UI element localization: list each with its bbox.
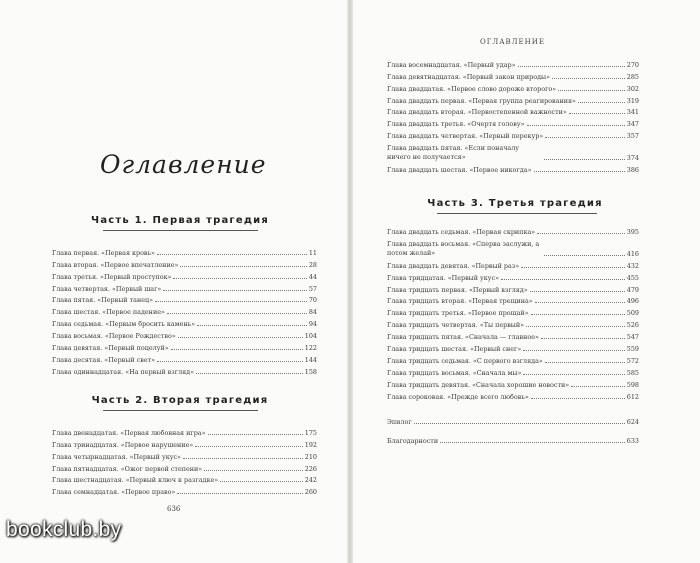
toc-entry-title: Глава тридцать третья. «Первое прощай»	[387, 309, 529, 318]
leader-dots	[527, 125, 625, 126]
leader-dots	[173, 278, 306, 279]
toc-entry-page: 547	[626, 333, 639, 342]
toc-entry-page: 612	[626, 392, 639, 401]
toc-entry	[387, 69, 639, 81]
toc-entry	[52, 484, 317, 496]
toc-title: Оглавление	[100, 150, 267, 179]
toc-entry-page: 84	[308, 308, 317, 317]
back-matter-list	[387, 414, 639, 445]
leader-dots	[571, 386, 625, 387]
leader-dots	[531, 314, 625, 315]
toc-entry-page: 57	[308, 284, 317, 293]
leader-dots	[545, 362, 625, 363]
toc-entry-page: 319	[626, 96, 639, 105]
toc-entry	[387, 236, 639, 258]
leader-dots	[530, 291, 625, 292]
toc-entry	[52, 257, 317, 269]
leader-dots	[167, 313, 307, 314]
toc-entry-title: Глава пятнадцатая. «Ожог первой степени»	[52, 464, 203, 473]
leader-dots	[523, 374, 624, 375]
leader-dots	[569, 113, 625, 114]
toc-entry-title: Глава четвертая. «Первый шаг»	[52, 284, 162, 293]
toc-entry-page: 210	[304, 452, 317, 461]
leader-dots	[155, 301, 307, 302]
leader-dots	[552, 78, 625, 79]
toc-entry	[52, 316, 317, 328]
toc-entry-title: Глава двадцать шестая. «Первое никогда»	[387, 166, 532, 175]
toc-entry-page: 285	[626, 72, 639, 81]
toc-entry	[387, 116, 639, 128]
toc-entry-title: Глава двадцать четвертая. «Первый перекур»	[387, 132, 544, 141]
leader-dots	[157, 254, 307, 255]
page-number: 636	[167, 505, 181, 513]
toc-entry	[52, 449, 317, 461]
toc-entry-epilogue	[387, 414, 639, 426]
leader-dots	[521, 267, 625, 268]
leader-dots	[545, 137, 625, 138]
toc-entry-title: Глава тринадцатая. «Первое нарушение»	[52, 440, 194, 449]
part3-list	[387, 224, 639, 401]
toc-entry	[387, 258, 639, 270]
toc-entry-title: Глава тридцать четвертая. «Ты первый»	[387, 321, 525, 330]
toc-entry	[52, 340, 317, 352]
toc-entry-title: Глава девятая. «Первый поцелуй»	[52, 344, 169, 353]
part3-underline	[437, 213, 597, 214]
toc-entry	[52, 269, 317, 281]
toc-entry-page: 341	[626, 108, 639, 117]
part3-heading: Часть 3. Третья трагедия	[427, 198, 603, 209]
toc-entry-page: 526	[626, 321, 639, 330]
leader-dots	[177, 493, 302, 494]
toc-entry-title: Глава вторая. «Первое впечатление»	[52, 260, 179, 269]
toc-entry-page: 260	[304, 488, 317, 497]
leader-dots	[171, 349, 303, 350]
toc-entry-title: Эпилог	[387, 417, 412, 426]
leader-dots	[440, 442, 625, 443]
leader-dots	[195, 446, 303, 447]
toc-entry-page: 44	[308, 272, 317, 281]
leader-dots	[544, 255, 625, 256]
toc-entry-title: Глава тридцать седьмая. «С первого взгляда»	[387, 356, 543, 365]
leader-dots	[178, 337, 303, 338]
toc-entry-title: Глава тридцать первая. «Первый взгляд»	[387, 285, 528, 294]
leader-dots	[197, 325, 307, 326]
toc-entry-page: 395	[626, 227, 639, 236]
toc-entry	[387, 270, 639, 282]
toc-entry	[387, 389, 639, 401]
toc-entry-title: Глава двадцать третья. «Очертя голову»	[387, 120, 525, 129]
toc-entry-page: 104	[304, 332, 317, 341]
toc-entry	[52, 364, 317, 376]
toc-entry-title: Глава двадцать девятая. «Первый раз»	[387, 261, 520, 270]
leader-dots	[534, 171, 625, 172]
toc-entry-title: Глава тридцатая. «Первый укус»	[387, 273, 500, 282]
leader-dots	[208, 434, 303, 435]
toc-entry	[52, 293, 317, 305]
toc-entry-page: 302	[626, 84, 639, 93]
toc-entry-title: Глава двадцать первая. «Первая группа реагирования»	[387, 96, 576, 105]
toc-entry	[52, 352, 317, 364]
toc-entry-title: Глава двенадцатая. «Первая любовная игра»	[52, 428, 206, 437]
toc-entry-title: Глава двадцатая. «Первое слово дороже второго»	[387, 84, 557, 93]
toc-entry	[387, 57, 639, 69]
book-gutter	[347, 0, 353, 563]
toc-entry-title: Глава двадцать седьмая. «Первая скрипка»	[387, 227, 536, 236]
toc-entry-title: Глава десятая. «Первый свет»	[52, 355, 156, 364]
toc-entry	[52, 473, 317, 485]
running-head: ОГЛАВЛЕНИЕ	[480, 38, 545, 46]
toc-entry-page: 357	[626, 132, 639, 141]
part2-heading: Часть 2. Вторая трагедия	[91, 395, 269, 406]
toc-entry-page: 585	[626, 368, 639, 377]
toc-entry	[52, 304, 317, 316]
toc-entry	[387, 353, 639, 365]
leader-dots	[157, 361, 303, 362]
toc-entry-page: 559	[626, 345, 639, 354]
toc-entry-title: Глава двадцать восьмая. «Сперва заслужи, а потом желай»	[387, 239, 540, 257]
toc-entry	[387, 305, 639, 317]
part2-list	[52, 425, 317, 496]
toc-entry-page: 144	[304, 355, 317, 364]
toc-entry-title: Глава одиннадцатая. «На первый взгляд»	[52, 367, 195, 376]
leader-dots	[578, 102, 625, 103]
toc-entry-title: Глава девятнадцатая. «Первый закон природы»	[387, 72, 551, 81]
toc-entry	[387, 329, 639, 341]
toc-entry	[387, 341, 639, 353]
toc-entry-page: 94	[308, 320, 317, 329]
right-top-list	[387, 57, 639, 174]
leader-dots	[183, 458, 303, 459]
toc-entry	[52, 245, 317, 257]
part1-heading: Часть 1. Первая трагедия	[91, 215, 269, 226]
toc-entry-page: 496	[626, 297, 639, 306]
toc-entry	[387, 365, 639, 377]
toc-entry	[387, 224, 639, 236]
toc-entry-page: 416	[626, 249, 639, 258]
toc-entry-page: 598	[626, 380, 639, 389]
toc-entry-page: 479	[626, 285, 639, 294]
leader-dots	[526, 326, 625, 327]
toc-entry-title: Глава тридцать вторая. «Первая трещина»	[387, 297, 533, 306]
leader-dots	[531, 398, 625, 399]
toc-entry-title: Глава восемнадцатая. «Первый удар»	[387, 60, 516, 69]
leader-dots	[204, 470, 303, 471]
toc-entry	[52, 461, 317, 473]
toc-entry-title: Глава тридцать восьмая. «Сначала мы»	[387, 368, 522, 377]
toc-entry	[387, 377, 639, 389]
leader-dots	[544, 159, 625, 160]
toc-entry-title: Глава двадцать вторая. «Первостепенной важности»	[387, 108, 567, 117]
leader-dots	[518, 66, 625, 67]
toc-entry-title: Глава семнадцатая. «Первое право»	[52, 488, 176, 497]
toc-entry-thanks	[387, 433, 639, 445]
toc-entry	[387, 140, 639, 162]
toc-entry-title: Глава седьмая. «Первым бросить камень»	[52, 320, 196, 329]
leader-dots	[523, 350, 625, 351]
part2-underline	[103, 410, 258, 411]
toc-entry-page: 175	[304, 428, 317, 437]
toc-entry-page: 192	[304, 440, 317, 449]
leader-dots	[535, 302, 625, 303]
toc-entry-title: Глава сороковая. «Прежде всего любовь»	[387, 392, 529, 401]
toc-entry	[387, 282, 639, 294]
toc-entry-title: Глава третья. «Первый проступок»	[52, 272, 172, 281]
toc-entry-page: 270	[626, 60, 639, 69]
toc-entry-title: Глава тридцать пятая. «Сначала — главное»	[387, 333, 539, 342]
leader-dots	[163, 290, 307, 291]
toc-entry	[52, 425, 317, 437]
leader-dots	[220, 481, 303, 482]
toc-entry-page: 432	[626, 261, 639, 270]
toc-entry-title: Глава шестая. «Первое падение»	[52, 308, 165, 317]
part1-underline	[103, 230, 258, 231]
toc-entry-title: Глава тридцать шестая. «Первый снег»	[387, 345, 522, 354]
toc-entry-page: 386	[626, 166, 639, 175]
leader-dots	[180, 266, 306, 267]
toc-entry-title: Глава двадцать пятая. «Если поначалу ничего не получается»	[387, 144, 520, 162]
toc-entry-page: 122	[304, 344, 317, 353]
toc-entry-page: 11	[308, 248, 317, 257]
toc-entry	[52, 328, 317, 340]
toc-entry	[387, 105, 639, 117]
toc-entry-page: 70	[308, 296, 317, 305]
toc-entry	[387, 294, 639, 306]
toc-entry-title: Благодарности	[387, 436, 439, 445]
leader-dots	[196, 373, 303, 374]
watermark: bookclub.by	[6, 518, 122, 541]
toc-entry-page: 455	[626, 273, 639, 282]
toc-entry-page: 633	[626, 436, 639, 445]
leader-dots	[501, 279, 625, 280]
toc-entry	[387, 128, 639, 140]
toc-entry-page: 226	[304, 464, 317, 473]
toc-entry-title: Глава пятая. «Первый танец»	[52, 296, 154, 305]
toc-entry	[52, 281, 317, 293]
toc-entry-title: Глава тридцать девятая. «Сначала хорошие новости»	[387, 380, 570, 389]
part1-list	[52, 245, 317, 376]
toc-entry-page: 158	[304, 367, 317, 376]
toc-entry-title: Глава четырнадцатая. «Первый укус»	[52, 452, 181, 461]
toc-entry-page: 28	[308, 260, 317, 269]
toc-entry	[387, 317, 639, 329]
leader-dots	[541, 338, 625, 339]
toc-entry-page: 242	[304, 476, 317, 485]
toc-entry-page: 509	[626, 309, 639, 318]
toc-entry	[387, 81, 639, 93]
toc-entry-page: 347	[626, 120, 639, 129]
leader-dots	[558, 90, 625, 91]
leader-dots	[414, 423, 625, 424]
toc-entry	[387, 162, 639, 174]
toc-entry-page: 572	[626, 356, 639, 365]
toc-entry	[52, 437, 317, 449]
toc-entry-title: Глава шестнадцатая. «Первый ключ к разгадке»	[52, 476, 219, 485]
leader-dots	[537, 233, 625, 234]
toc-entry-title: Глава первая. «Первая кровь»	[52, 248, 155, 257]
toc-entry-page: 374	[626, 154, 639, 163]
toc-entry	[387, 93, 639, 105]
toc-entry-title: Глава восьмая. «Первое Рождество»	[52, 332, 176, 341]
toc-entry-page: 624	[626, 417, 639, 426]
